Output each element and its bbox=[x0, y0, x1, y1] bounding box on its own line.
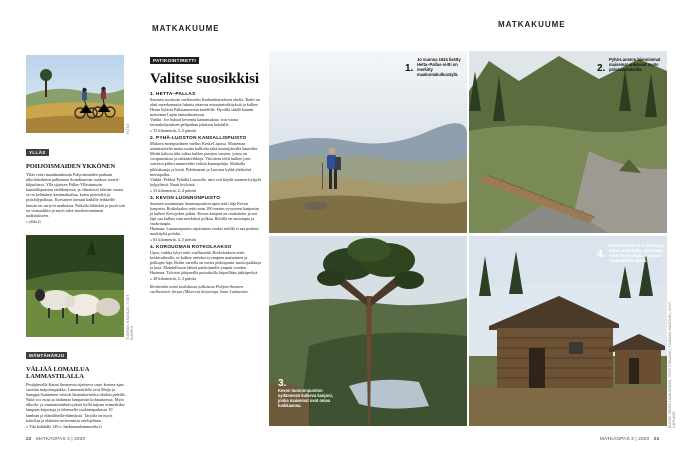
route-meta: » 28 kilometriä, 2–3 päivää bbox=[150, 276, 196, 282]
caption-number: 1. bbox=[405, 63, 414, 74]
route-tip: Huomaa: Talvisin jäätyneillä putouksilla kiipeillään jääkiipeilyä. bbox=[150, 270, 259, 276]
story-tag: MÄNTÄHÄRJU bbox=[26, 352, 67, 359]
route-heading: 1. HETTA–PALLAS bbox=[150, 92, 196, 97]
route-section-4 bbox=[150, 245, 262, 281]
story-text: Ylläs voitti maailmankuulu Pohjoismaiden parhaan ulkoilukohteen palkinnon Scandinavian outdoor award -kilpailussa. Yllä sijaitsee Pallas-Yllästunturin kansallispuiston eteläkärjessä, ja olinaloiset lukiine vuotta se on kehittänyt kesämatkailua, kuten pyöräilyä ja pyöräilypolkuja. Korvaneet tarnuut kaikille leikkeille lumiin on siirtyvä matkoista. Paikalla lähitelää jo puoli sitä on virtuaalikin ja myös talvi-tarviketoiminnan uudistukseen. bbox=[26, 172, 125, 218]
route-text: Suomen suosituin vaellusreitti Karhunkierroksen ohella. Reitti on aluti merekonuutta lukuisi ottaessa avtunturiväkityksiä ja kulkee Hetan kylästä Pallasmuonion hotellille. Hyvällä säällä kauniit maisemat Lapin tunturiluontoon. bbox=[150, 97, 260, 118]
cyclists-photo bbox=[26, 55, 124, 133]
page-number-right: 23 bbox=[653, 436, 660, 441]
section-header-left: MATKAKUUME bbox=[152, 24, 220, 33]
story-link[interactable]: » ylläs.fi bbox=[26, 218, 41, 224]
route-section-3 bbox=[150, 196, 262, 242]
magazine-name-right: MATKAOPAS 3 | 2020 bbox=[600, 436, 650, 441]
caption-text: Jo vuonna 1934 lisätty Hetta–Pallas-reitti on merkitty maakuntakulkuväylä. bbox=[417, 57, 461, 77]
caption-3 bbox=[278, 378, 338, 409]
route-text: Suomen suurimman luonnonpuiston upea reitti läpi Kevon kanjonin. Rotkolaakso reitti noin 100 metrin syvyiseen kanjoniin ja kulkee Kevojokea pitkin. Kevon kanjoni on rauhoitettu ja sen läpi saa kulkea vain merkittyä polkua. Reitillä on autiotupia ja vuokratupia. bbox=[150, 200, 259, 226]
log-huts-photo bbox=[469, 236, 667, 426]
caption-number: 3. bbox=[278, 378, 287, 389]
route-tip: Huomaa: Luonnonpuisto rajoitusten vuoksi reitillä ei saa poiketa merkityltä polulta. bbox=[150, 225, 259, 236]
story-link[interactable]: » Tila kohdalle 149 e, haikmaanlammastila.fi bbox=[26, 423, 102, 429]
article-kicker: PATIKOINTIRETTI bbox=[150, 57, 199, 64]
article-column bbox=[150, 49, 262, 294]
route-text: Upea, vaikka lyhyt reitti vaellusreitti Rotkolaakson reitti keskivaikealla, se kulkee useiden syvimpien maisemien ja polkujen läpi. Reitin varrella on useita pitkospuita, nuotiopaikkoja ja kota. Mahdollisuus lähteä patikoinnille ympäri vuoden. bbox=[150, 250, 262, 271]
route-section-1 bbox=[150, 92, 262, 133]
photo-credit-mid: TUOMAS HAATAJA | VISIT KUOPIO bbox=[126, 294, 134, 340]
hiker-fell-photo bbox=[269, 51, 467, 233]
caption-number: 4. bbox=[597, 249, 606, 260]
route-heading: 4. KOROUOMAN ROTKOLAAKSO bbox=[150, 245, 232, 251]
caption-4 bbox=[597, 244, 665, 262]
footer-left bbox=[26, 436, 85, 441]
caption-number: 2. bbox=[597, 63, 606, 74]
route-tip: Vinkki: Joe huhuri kevennä kantamuksia, voit varata tavarakuljetuksen pelipaikan jokaisen kohdalle. bbox=[150, 117, 239, 128]
page-number-left: 22 bbox=[26, 436, 32, 441]
article-footnote: Reittivinkit antoi tiedokuusa julkaistun Pohjois-Suomen vaellusreitit -kirjan (Minerva) kirjoittaja Jouni Laaksonen. bbox=[150, 284, 249, 295]
footer-right bbox=[600, 436, 659, 441]
route-heading: 3. KEVON LUONNONPUISTO bbox=[150, 195, 221, 201]
route-meta: » 55 kilometriä, 3–5 päivää bbox=[150, 128, 196, 134]
story-tag: YLLÄS bbox=[26, 149, 49, 156]
route-tip: Vinkki: Pelikoi Pyhältä Luostolle, niin voit käydä suomen kylpylä kylpylässä. Nauti löylyistä. bbox=[150, 176, 261, 187]
route-meta: » 63 kilometriä, 4–5 päivää bbox=[150, 237, 196, 243]
boardwalk-photo bbox=[469, 51, 667, 233]
caption-text: Pyhä-Luoston hienoimmat maisemat aukeavat myös päivävaelluksilla. bbox=[609, 57, 661, 72]
sidebar-story-lammastila bbox=[26, 344, 126, 429]
photo-credit-top: FOTO bbox=[126, 123, 130, 134]
caption-1 bbox=[405, 58, 465, 76]
story-title: POHJOISMAIDEN YKKÖNEN bbox=[26, 163, 116, 170]
photo-credit-right: KUVAT: JOUNI LAAKSONEN, VISIT FINLAND | TUOMAS HAATAJA | VISIT LAPLAND bbox=[668, 301, 676, 428]
route-heading: 2. PYHÄ-LUOSTON KANSALLISPUISTO bbox=[150, 136, 247, 142]
sheep-photo bbox=[26, 235, 124, 337]
route-section-2 bbox=[150, 136, 262, 192]
story-title: VÄLJÄÄ LOMAILUA LAMMASTILALLA bbox=[26, 366, 90, 380]
magazine-name-left: MATKAOPAS 3 | 2020 bbox=[36, 436, 86, 441]
caption-2 bbox=[597, 58, 665, 76]
caption-text: Kevon luonnonpuiston sydämessä kulkeva kanjoni, jonka maisemat ovat omaa luokkaansa. bbox=[278, 388, 333, 408]
section-header-right: MATKAKUUME bbox=[498, 20, 566, 29]
story-text: Pestäjärvellä Karan Suomessa sijaitseva suuri korona-ajan suosittu majoituspaikka. Lammastilalla ovat Maija ja Samppa Saatarinen vetävät lattiankoristeita tiloihin peleille. Niitä voi ostaa ja laiduntaa lampaisiin kohtauksessa. Myös ulkoilu- ja saunomisnähtävyyksiä kyllä tarjoaa esimerkiksi lampaat-kirjastoja ja lehenselle ruokintapaikassa 10 lambsin ja eläinlähellä-elämyksiä. Tarjolla on myös kahvilaa ja eläinten ravitsemista eriohjelmaa. bbox=[26, 382, 127, 423]
caption-text: Korouomalla on 14 kaivoa ja kotaa, autiotupia, päivätupa sekä vuokratupia. Kuvassa Pöppökallion laavu. bbox=[609, 243, 665, 263]
route-text: Mukava monipuolinen vaellus Keski-Lapissa. Maisemaa avtunturiselta mutta mutta kalliolta sekä tunturijärviltä kauniilta. Meitti kaliota tiiki tultua kulkee purojen varsien, joissa on vesiputouksia ja rakkakivikkoja. Viitoitetu reitti kulkee joen varressa pitkin tuntureiden välisiä kurunpohjia. Matkalla pikkukuruja ja kiviä. Pyhätunturi ja Luoston kylää yhdistävä metsäpolku. bbox=[150, 141, 259, 177]
sidebar-story-yllas bbox=[26, 141, 126, 224]
route-meta: » 33 kilometriä, 2–4 päivää bbox=[150, 187, 196, 193]
article-title: Valitse suosikkisi bbox=[150, 71, 260, 87]
